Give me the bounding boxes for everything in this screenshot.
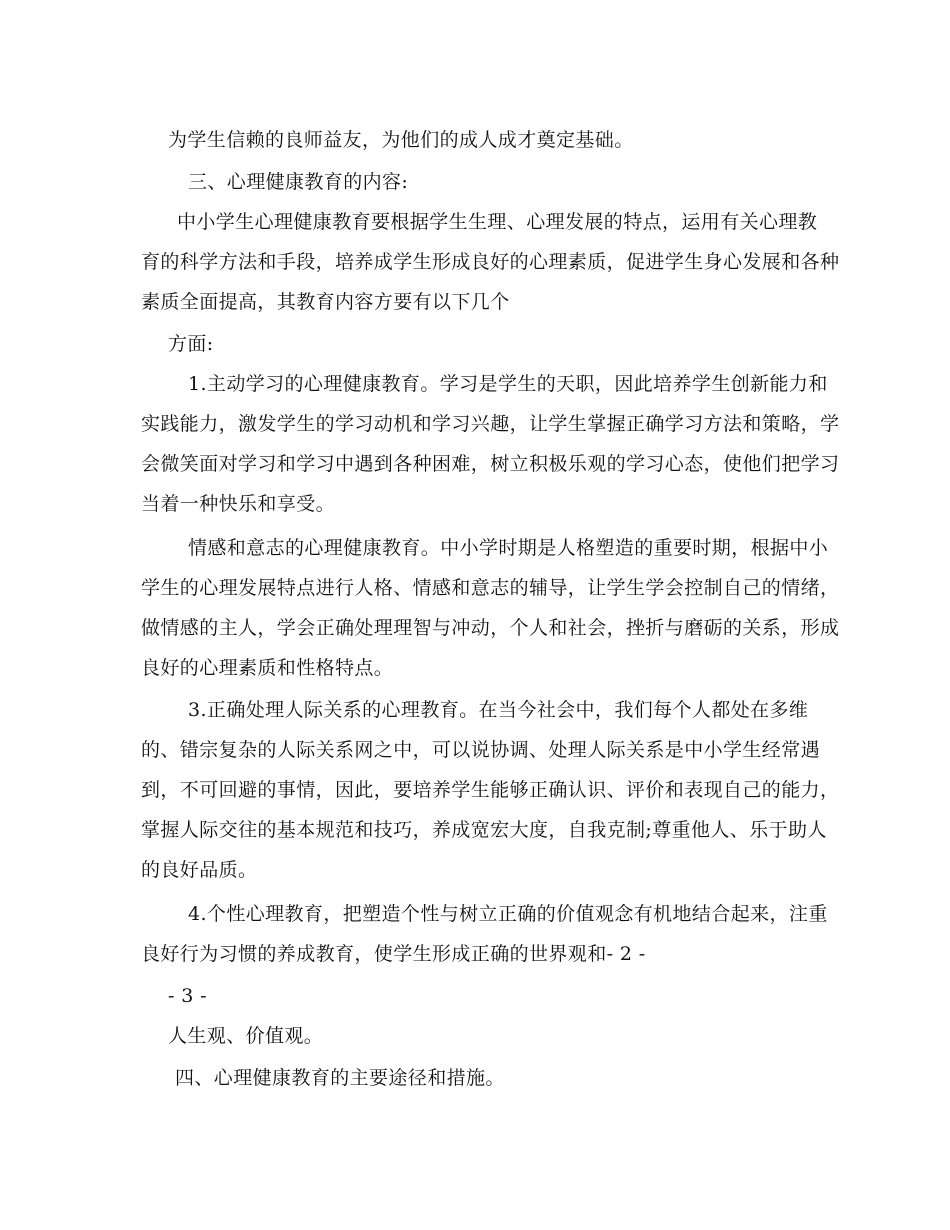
paragraph-line: 素质全面提高，其教育内容方要有以下几个 xyxy=(141,291,510,313)
paragraph-line: 的、错宗复杂的人际关系网之中，可以说协调、处理人际关系是中小学生经常遇 xyxy=(141,739,821,761)
paragraph-line: 良好行为习惯的养成教育，使学生形成正确的世界观和- 2 - xyxy=(141,943,646,965)
paragraph-line: 的良好品质。 xyxy=(141,859,258,881)
paragraph-line: 做情感的主人，学会正确处理理智与冲动，个人和社会，挫折与磨砺的关系，形成 xyxy=(141,617,840,639)
paragraph-line: 情感和意志的心理健康教育。中小学时期是人格塑造的重要时期，根据中小 xyxy=(188,537,829,559)
paragraph-line: 学生的心理发展特点进行人格、情感和意志的辅导，让学生学会控制自己的情绪， xyxy=(141,577,840,599)
section-heading: 四、心理健康教育的主要途径和措施。 xyxy=(175,1067,505,1089)
paragraph-line: 会微笑面对学习和学习中遇到各种困难，树立积极乐观的学习心态，使他们把学习 xyxy=(141,453,840,475)
paragraph-line: 掌握人际交往的基本规范和技巧，养成宽宏大度，自我克制;尊重他人、乐于助人 xyxy=(141,819,827,841)
section-heading: 三、心理健康教育的内容: xyxy=(188,171,409,193)
page-number: - 3 - xyxy=(168,985,208,1007)
paragraph-line: 1.主动学习的心理健康教育。学习是学生的天职，因此培养学生创新能力和 xyxy=(188,373,828,395)
paragraph-line: 到，不可回避的事情，因此，要培养学生能够正确认识、评价和表现自己的能力， xyxy=(141,779,840,801)
paragraph-line: 4.个性心理教育，把塑造个性与树立正确的价值观念有机地结合起来，注重 xyxy=(188,903,828,925)
paragraph-line: 3.正确处理人际关系的心理教育。在当今社会中，我们每个人都处在多维 xyxy=(188,699,809,721)
paragraph-line: 方面: xyxy=(168,333,214,355)
paragraph-line: 实践能力，激发学生的学习动机和学习兴趣，让学生掌握正确学习方法和策略，学 xyxy=(141,413,840,435)
paragraph-line: 人生观、价值观。 xyxy=(168,1025,324,1047)
paragraph-line: 育的科学方法和手段，培养成学生形成良好的心理素质，促进学生身心发展和各种 xyxy=(141,251,840,273)
paragraph-line: 当着一种快乐和享受。 xyxy=(141,493,336,515)
paragraph-line: 良好的心理素质和性格特点。 xyxy=(141,657,394,679)
paragraph-line: 中小学生心理健康教育要根据学生生理、心理发展的特点，运用有关心理教 xyxy=(177,211,818,233)
paragraph-line: 为学生信赖的良师益友，为他们的成人成才奠定基础。 xyxy=(168,129,634,151)
